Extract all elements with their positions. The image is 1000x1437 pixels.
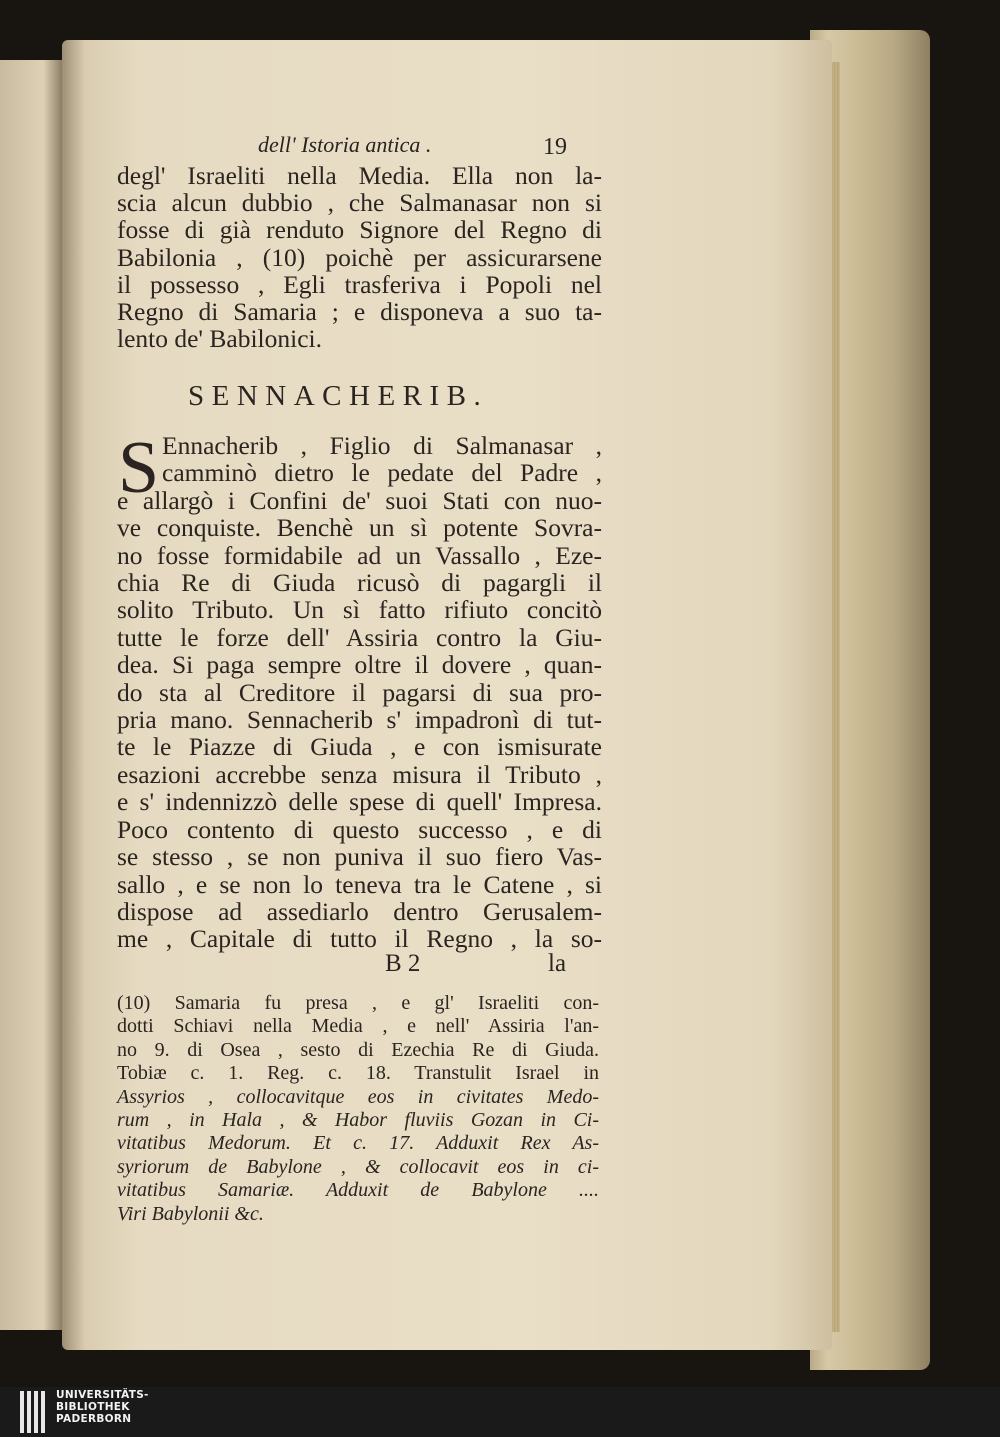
text-line: Ennacherib , Figlio di Salmanasar , [162,431,602,460]
footnote-line: dotti Schiavi nella Media , e nell' Assiria l'an- [117,1015,599,1038]
footnote-line: syriorum de Babylone , & collocavit eos in ci- [117,1155,599,1178]
library-name-line: PADERBORN [56,1413,132,1425]
catchword: la [548,950,567,977]
intro-paragraph [117,162,602,352]
section-paragraph [117,427,602,954]
text-line: te le Piazze di Giuda , e con ismisurate [117,732,602,762]
footnote-line: vitatibus Samariæ. Adduxit de Babylone .... [117,1179,599,1202]
left-page-edge [0,60,62,1330]
text-line: il possesso , Egli trasferiva i Popoli nel [117,269,602,299]
library-name-line: BIBLIOTHEK [56,1401,130,1413]
footnote [117,992,599,1226]
text-line: camminò dietro le pedate del Padre , [162,458,602,488]
text-line: chia Re di Giuda ricusò di pagargli il [117,568,602,598]
text-line: solito Tributo. Un sì fatto rifiuto concitò [117,595,602,625]
footnote-line: Tobiæ c. 1. Reg. c. 18. Transtulit Israel in [117,1062,599,1085]
footnote-line: (10) Samaria fu presa , e gl' Israeliti con- [117,992,599,1014]
running-title: dell' Istoria antica . [258,132,432,157]
text-line: Babilonia , (10) poichè per assicurarsene [117,242,602,272]
text-line: do sta al Creditore il pagarsi di sua pro- [117,677,602,707]
footnote-line: vitatibus Medorum. Et c. 17. Adduxit Rex As- [117,1132,599,1155]
text-line: pria mano. Sennacherib s' impadronì di tut- [117,705,602,735]
text-line: sallo , e se non lo teneva tra le Catene , si [117,869,602,899]
signature-mark: B 2 [385,950,421,977]
library-footer [0,1387,1000,1437]
section-heading: SENNACHERIB. [188,380,489,412]
text-line: Regno di Samaria ; e disponeva a suo ta- [117,297,602,327]
library-name-line: UNIVERSITÄTS- [56,1389,149,1401]
text-line: dispose ad assediarlo dentro Gerusalem- [117,896,602,926]
text-line: Poco contento di questo successo , e di [117,814,602,844]
text-line: fosse di già renduto Signore del Regno di [117,215,602,245]
footnote-line: no 9. di Osea , sesto di Ezechia Re di Giuda. [117,1038,599,1061]
text-line: scia alcun dubbio , che Salmanasar non si [117,188,602,218]
drop-cap: S [118,427,160,509]
text-line: degl' Israeliti nella Media. Ella non la- [117,161,602,190]
text-line: dea. Si paga sempre oltre il dovere , quan- [117,650,602,680]
text-line: no fosse formidabile ad un Vassallo , Eze- [117,540,602,570]
text-line: e allargò i Confini de' suoi Stati con nuo- [117,485,602,515]
page-number: 19 [543,134,567,160]
library-name [56,1389,149,1425]
text-line: tutte le forze dell' Assiria contro la Giu- [117,622,602,652]
text-line: e s' indennizzò delle spese di quell' Impresa. [117,787,602,817]
footnote-line: Viri Babylonii &c. [117,1202,264,1225]
text-line: lento de' Babilonici. [117,324,323,354]
text-line: ve conquiste. Benchè un sì potente Sovra- [117,513,602,543]
text-line: me , Capitale di tutto il Regno , la so- [117,924,602,954]
footnote-line: rum , in Hala , & Habor fluviis Gozan in Ci- [117,1109,599,1132]
library-logo-icon [20,1391,50,1433]
text-line: se stesso , se non puniva il suo fiero Vas- [117,842,602,872]
footnote-line: Assyrios , collocavitque eos in civitates Medo- [117,1085,599,1108]
text-line: esazioni accrebbe senza misura il Tributo , [117,759,602,789]
